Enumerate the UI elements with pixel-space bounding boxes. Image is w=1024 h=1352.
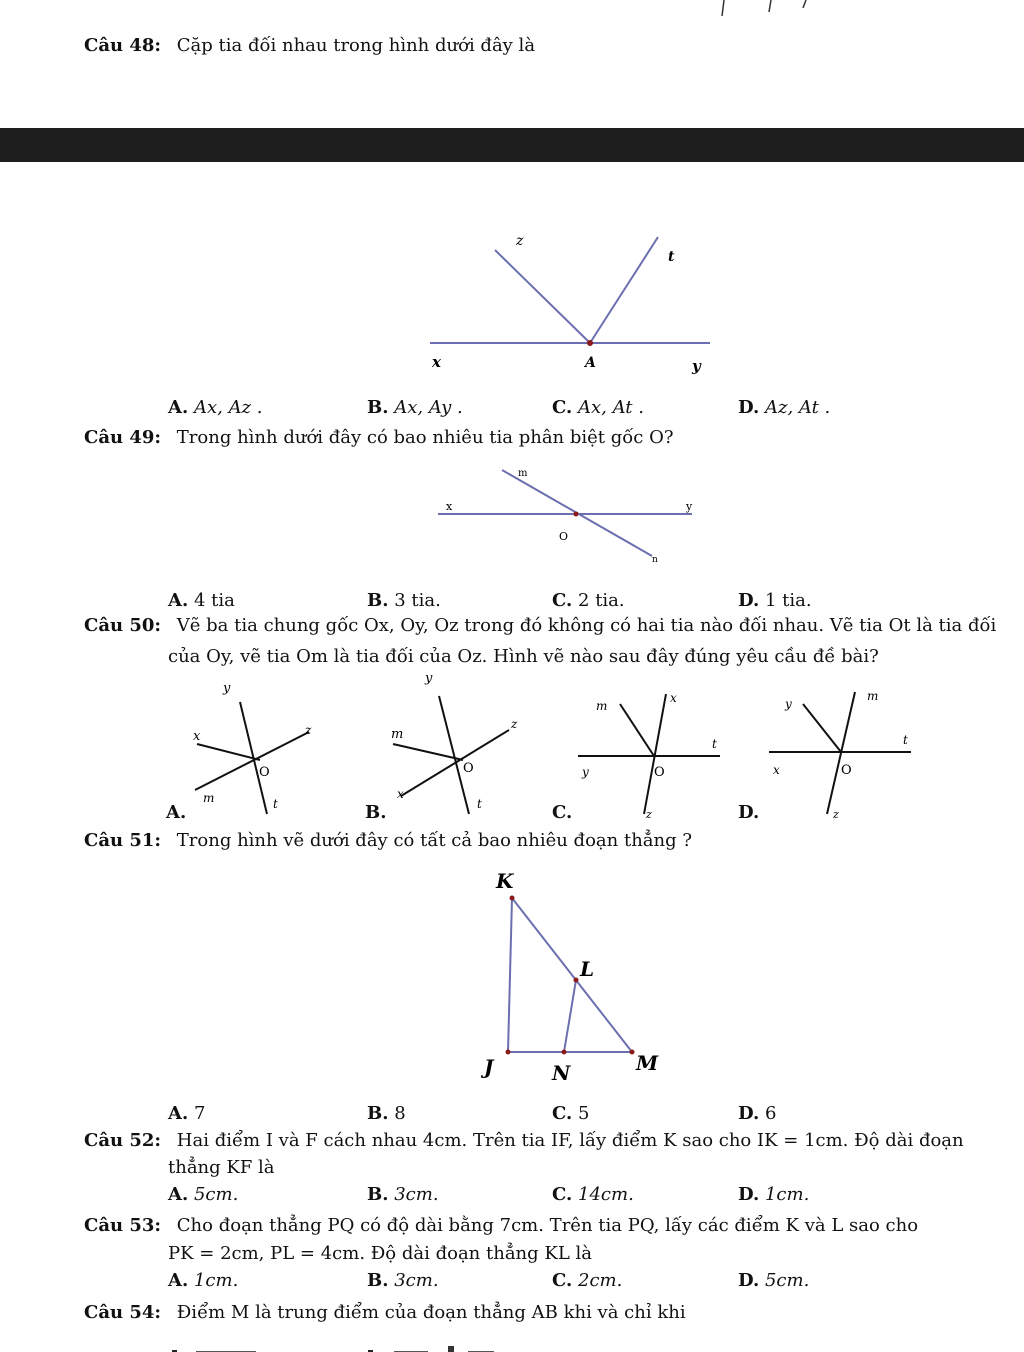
question-50 xyxy=(84,615,996,636)
question-label: Câu 48: xyxy=(84,35,162,56)
option-a[interactable]: A. 5cm. xyxy=(168,1184,239,1205)
label-M: M xyxy=(636,1051,659,1075)
option-b[interactable]: B. 3cm. xyxy=(367,1184,439,1205)
label-O: O xyxy=(559,530,569,543)
option-d[interactable]: D. 1cm. xyxy=(738,1184,810,1205)
question-51 xyxy=(84,830,692,851)
question-text-line2: của Oy, vẽ tia Om là tia đối của Oz. Hình vẽ nào sau đây đúng yêu cầu đề bài? xyxy=(168,646,879,667)
q50-option-a[interactable]: A. xyxy=(166,802,187,823)
option-c[interactable]: C. 5 xyxy=(552,1103,590,1124)
label-m: m xyxy=(391,727,404,742)
label-y: y xyxy=(692,357,701,375)
option-d[interactable]: D. Az, At . xyxy=(738,397,831,418)
option-c[interactable]: C. 2 tia. xyxy=(552,590,625,611)
question-label: Câu 53: xyxy=(84,1215,162,1236)
label-x: x xyxy=(397,787,404,801)
label-x: x xyxy=(432,353,441,371)
label-O: O xyxy=(841,763,852,778)
label-x: x xyxy=(773,763,780,777)
label-m: m xyxy=(867,689,879,703)
label-x: x xyxy=(446,500,453,513)
question-48 xyxy=(84,35,535,56)
question-label: Câu 49: xyxy=(84,427,162,448)
question-49 xyxy=(84,427,674,448)
question-label: Câu 51: xyxy=(84,830,162,851)
q51-figure xyxy=(470,862,680,1092)
option-b[interactable]: B. 8 xyxy=(367,1103,406,1124)
option-a[interactable]: A. 4 tia xyxy=(168,590,235,611)
q50-option-b[interactable]: B. xyxy=(365,802,387,823)
label-t: t xyxy=(712,737,717,751)
label-J: J xyxy=(484,1055,494,1079)
label-L: L xyxy=(580,957,595,981)
q50-figure-d[interactable] xyxy=(765,684,917,824)
label-z: z xyxy=(511,717,518,731)
label-A: A xyxy=(585,355,596,371)
option-d[interactable]: D. 5cm. xyxy=(738,1270,810,1291)
cutoff-options-row xyxy=(168,1340,528,1352)
cutoff-glyphs xyxy=(168,1344,528,1352)
option-c[interactable]: C. Ax, At . xyxy=(552,397,644,418)
label-O: O xyxy=(463,761,474,776)
label-y: y xyxy=(785,697,792,711)
question-label: Câu 50: xyxy=(84,615,162,636)
question-text-line1: Cho đoạn thẳng PQ có độ dài bằng 7cm. Trên tia PQ, lấy các điểm K và L sao cho xyxy=(176,1215,919,1236)
label-K: K xyxy=(496,869,514,893)
option-d[interactable]: D. 1 tia. xyxy=(738,590,812,611)
option-d[interactable]: D. 6 xyxy=(738,1103,777,1124)
option-a[interactable]: A. 7 xyxy=(168,1103,206,1124)
label-z: z xyxy=(646,808,652,821)
question-label: Câu 54: xyxy=(84,1302,162,1323)
label-z: z xyxy=(516,233,524,249)
label-O: O xyxy=(654,765,665,780)
q50-figure-c[interactable] xyxy=(574,688,724,823)
option-b[interactable]: B. 3 tia. xyxy=(367,590,441,611)
question-text-line1: Vẽ ba tia chung gốc Ox, Oy, Oz trong đó không có hai tia nào đối nhau. Vẽ tia Ot là tia đối xyxy=(176,615,997,636)
question-text: Cặp tia đối nhau trong hình dưới đây là xyxy=(176,35,536,56)
label-z: z xyxy=(833,808,839,821)
label-m: m xyxy=(518,468,528,479)
question-52 xyxy=(84,1130,964,1151)
question-text-line1: Hai điểm I và F cách nhau 4cm. Trên tia IF, lấy điểm K sao cho IK = 1cm. Độ dài đoạn xyxy=(176,1130,964,1151)
label-y: y xyxy=(686,500,693,513)
top-scribble xyxy=(0,0,1024,20)
label-t: t xyxy=(477,797,482,811)
label-t: t xyxy=(273,797,278,811)
label-y: y xyxy=(425,671,433,686)
label-z: z xyxy=(305,723,312,737)
label-t: t xyxy=(668,249,675,265)
label-N: N xyxy=(552,1061,571,1085)
label-t: t xyxy=(903,733,908,747)
option-b[interactable]: B. Ax, Ay . xyxy=(367,397,463,418)
option-c[interactable]: C. 14cm. xyxy=(552,1184,634,1205)
question-text-line2: PK = 2cm, PL = 4cm. Độ dài đoạn thẳng KL là xyxy=(168,1243,592,1264)
q48-figure xyxy=(420,225,730,385)
question-53 xyxy=(84,1215,918,1236)
label-x: x xyxy=(193,729,201,744)
q49-figure xyxy=(430,462,710,577)
option-b[interactable]: B. 3cm. xyxy=(367,1270,439,1291)
q50-figure-b[interactable] xyxy=(385,668,535,822)
q50-option-d[interactable]: D. xyxy=(738,802,760,823)
label-x: x xyxy=(670,691,677,705)
question-label: Câu 52: xyxy=(84,1130,162,1151)
option-c[interactable]: C. 2cm. xyxy=(552,1270,623,1291)
label-m: m xyxy=(596,699,608,713)
question-text: Trong hình vẽ dưới đây có tất cả bao nhiêu đoạn thẳng ? xyxy=(176,830,693,851)
option-a[interactable]: A. Ax, Az . xyxy=(168,397,263,418)
label-m: m xyxy=(203,791,215,805)
q50-option-c[interactable]: C. xyxy=(552,802,573,823)
label-O: O xyxy=(259,765,270,780)
question-54 xyxy=(84,1302,686,1323)
question-text: Điểm M là trung điểm của đoạn thẳng AB khi và chỉ khi xyxy=(176,1302,686,1323)
label-y: y xyxy=(223,681,231,696)
label-n: n xyxy=(652,555,658,565)
option-a[interactable]: A. 1cm. xyxy=(168,1270,239,1291)
question-text-line2: thẳng KF là xyxy=(168,1157,275,1178)
redaction-bar xyxy=(0,128,1024,162)
label-y: y xyxy=(582,765,589,779)
question-text: Trong hình dưới đây có bao nhiêu tia phân biệt gốc O? xyxy=(176,427,674,448)
q50-figure-a[interactable] xyxy=(185,672,335,822)
